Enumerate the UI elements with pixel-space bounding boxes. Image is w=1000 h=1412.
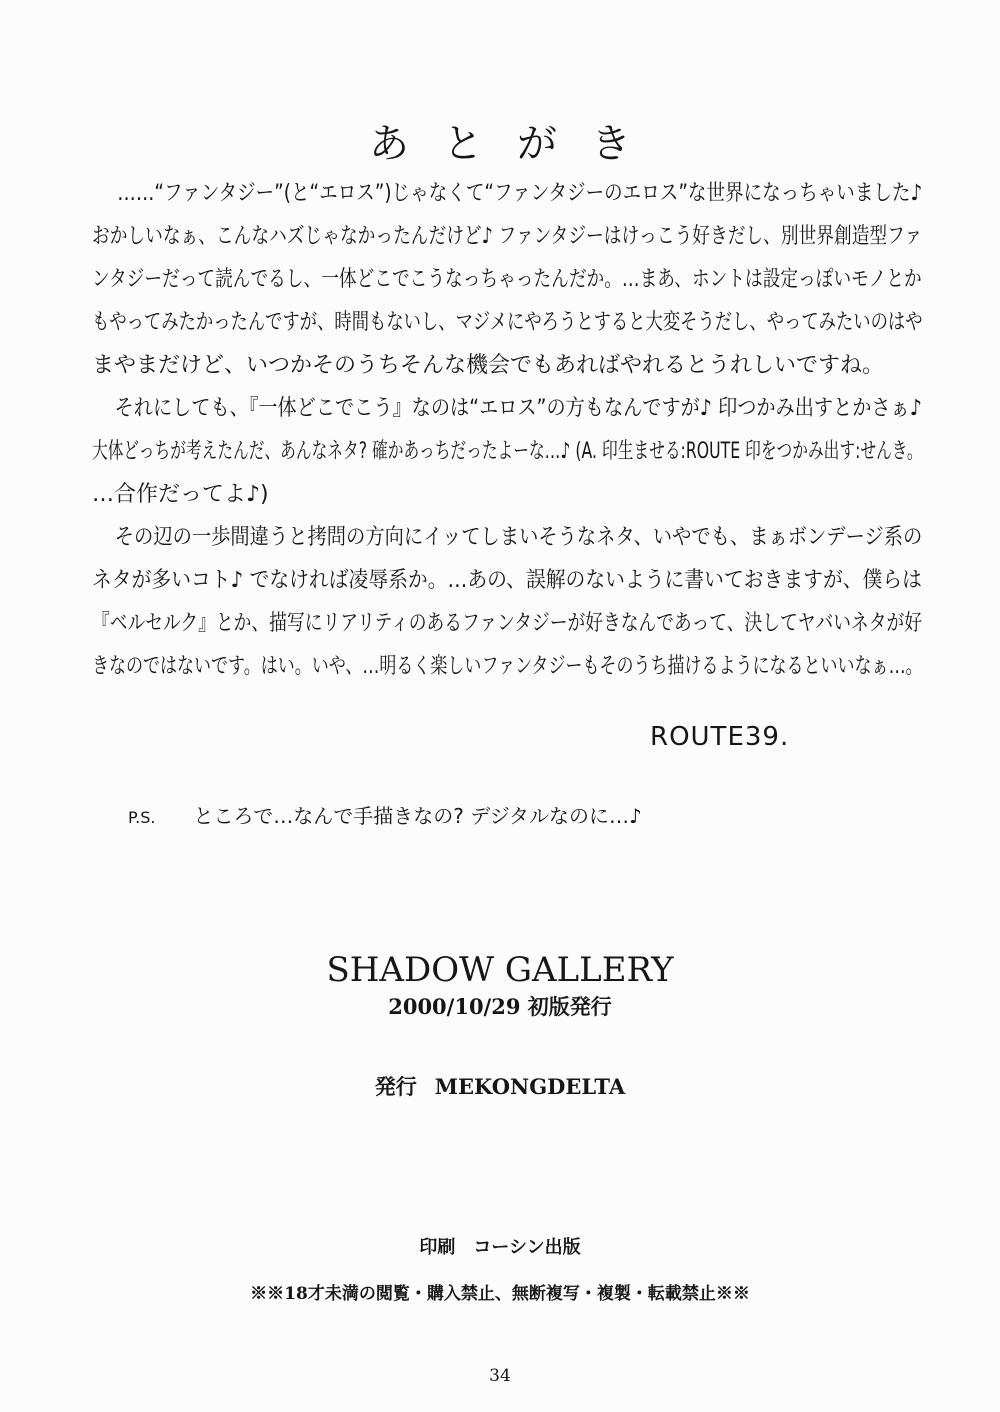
- copyright-warning: ※※18才未満の閲覧・購入禁止、無断複写・複製・転載禁止※※: [250, 1284, 750, 1304]
- publisher-name: MEKONGDELTA: [434, 1074, 626, 1099]
- afterword-line: それにしても、『一体どこでこう』なのは“エロス”の方もなんですが♪ 印つかみ出すとかさぁ♪: [114, 396, 922, 421]
- afterword-line: きなのではないです。はい。いや、…明るく楽しいファンタジーもそのうち描けるようになるといいなぁ…。: [92, 654, 923, 679]
- author-signature: ROUTE39.: [650, 722, 790, 752]
- afterword-body: [92, 172, 922, 688]
- postscript-label: P.S.: [128, 808, 156, 827]
- afterword-line: ネタが多いコト♪ でなければ凌辱系か。…あの、誤解のないように書いておきますが、僕らは: [92, 568, 922, 593]
- afterword-line: その辺の一歩間違うと拷問の方向にイッてしまいそうなネタ、いやでも、まぁボンデージ系の: [114, 525, 923, 550]
- afterword-line: 『ベルセルク』とか、描写にリアリティのあるファンタジーが好きなんであって、決してヤバいネタが好: [92, 611, 923, 636]
- postscript-text: ところで…なんで手描きなの? デジタルなのに…♪: [193, 804, 642, 828]
- publisher-label: 発行: [374, 1074, 417, 1099]
- printer-name: コーシン出版: [473, 1237, 581, 1258]
- afterword-line: まやまだけど、いつかそのうちそんな機会でもあればやれるとうれしいですね。: [92, 353, 885, 378]
- printer-label: 印刷: [419, 1237, 456, 1258]
- book-title: SHADOW GALLERY: [326, 950, 674, 990]
- afterword-title: あとがき: [369, 121, 665, 167]
- afterword-line: ……“ファンタジー”(と“エロス”)じゃなくて“ファンタジーのエロス”な世界になっちゃいました♪: [117, 181, 923, 206]
- afterword-line: …合作だってよ♪): [92, 482, 269, 507]
- page-number: 34: [489, 1366, 511, 1386]
- afterword-line: もやってみたかったんですが、時間もないし、マジメにやろうとすると大変そうだし、やってみたいのはや: [92, 310, 923, 335]
- afterword-line: おかしいなぁ、こんなハズじゃなかったんだけど♪ ファンタジーはけっこう好きだし、別世界創造型ファ: [92, 224, 922, 249]
- publication-date: 2000/10/29 初版発行: [388, 994, 612, 1019]
- afterword-line: 大体どっちが考えたんだ、あんなネタ? 確かあっちだったよーな…♪ (A. 印生ませる:ROUTE 印をつかみ出す:せんき。: [92, 439, 923, 464]
- afterword-line: ンタジーだって読んでるし、一体どこでこうなっちゃったんだか。…まあ、ホントは設定っぽいモノとか: [92, 267, 922, 292]
- postscript: [128, 800, 642, 829]
- publisher-line: [0, 1071, 1000, 1101]
- printer-line: [0, 1233, 1000, 1259]
